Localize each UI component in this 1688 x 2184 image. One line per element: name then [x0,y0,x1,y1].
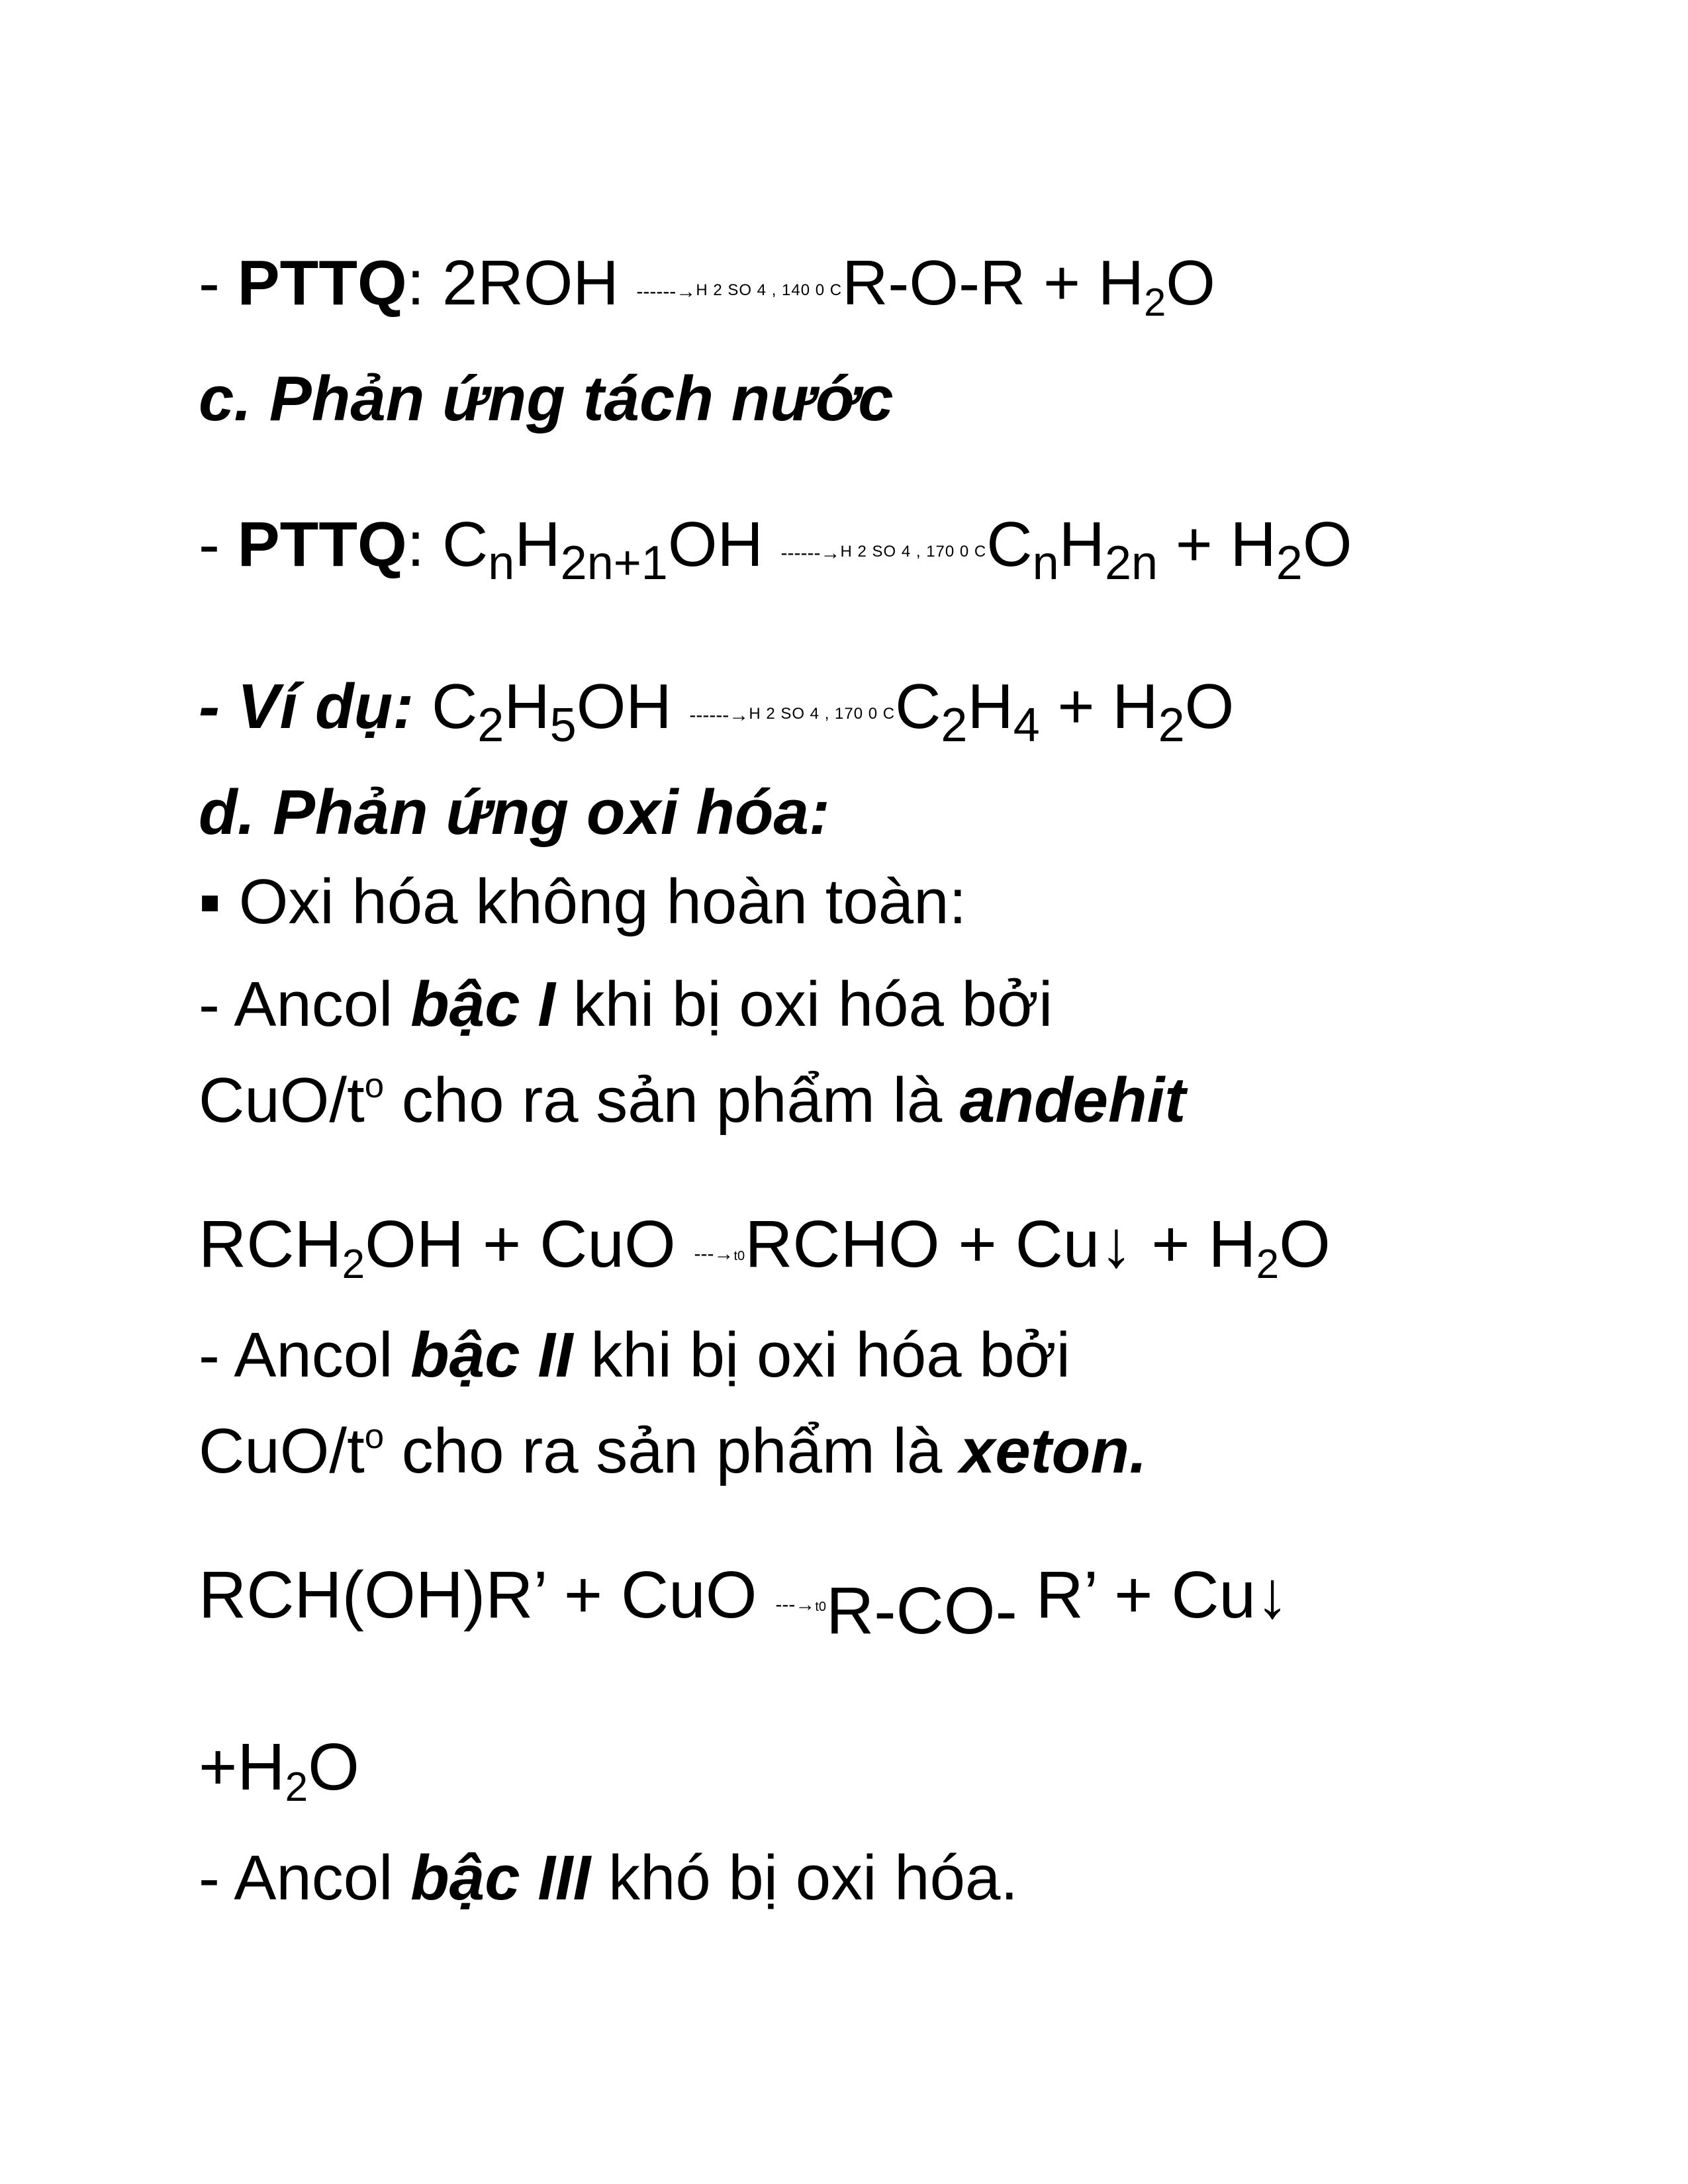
text-primary-product: CuO/$t^o$ cho ra sản phẩm là andehit [199,1065,1186,1136]
reaction-arrow: ------→ [780,542,841,564]
equation-ether-general: - PTTQ: 2ROH ------→H 2 SO 4 , 140 0 CR-O-R + H2O [199,248,1215,324]
pttq-label: PTTQ [237,248,407,318]
reaction-arrow: ------→ [689,704,749,726]
reaction-condition: H 2 SO 4 , 170 0 C [749,705,896,723]
equation-secondary-oxidation-cont: +H2O [199,1730,359,1811]
section-heading-dehydration: c. Phản ứng tách nước [199,363,894,434]
reaction-arrow: ---→ [694,1243,734,1265]
text-secondary-product: CuO/$t^o$ cho ra sản phẩm là xeton. [199,1416,1147,1486]
equation-dehydration-example: - Ví dụ: $C_2H_5OH$ ------→H 2 SO 4 , 170 0 $CC_2H_4 + H_2O$ [199,671,1235,752]
reaction-arrow: ---→ [775,1594,816,1615]
reaction-condition: t0 [815,1600,827,1614]
reaction-condition: H 2 SO 4 , 140 0 C [696,281,843,299]
reaction-condition: t0 [733,1249,745,1263]
equation-secondary-oxidation: RCH(OH)R’ + CuO ---→t0R-CO- R’ + Cu↓ [199,1558,1289,1648]
text-tertiary-alcohol: - Ancol bậc III khó bị oxi hóa. [199,1843,1019,1913]
reaction-condition: H 2 SO 4 , 170 0 C [840,543,987,561]
equation-primary-oxidation: RCH2OH + CuO ---→t0RCHO + Cu↓ + H2O [199,1207,1331,1288]
text-secondary-alcohol: - Ancol bậc II khi bị oxi hóa bởi [199,1320,1070,1390]
reaction-arrow: ------→ [636,281,696,302]
example-label: - Ví dụ: [199,671,414,742]
bullet-incomplete-oxidation: ▪ Oxi hóa không hoàn toàn: [199,866,967,937]
pttq-label: PTTQ [237,509,407,580]
text-primary-alcohol: - Ancol bậc I khi bị oxi hóa bởi [199,969,1053,1040]
section-heading-oxidation: d. Phản ứng oxi hóa: [199,777,830,848]
equation-dehydration-general: - PTTQ: $C_nH_{2n+1}OH$ ------→H 2 SO 4 , 170 0 $CC_nH_{2n} + H_2O$ [199,509,1352,590]
